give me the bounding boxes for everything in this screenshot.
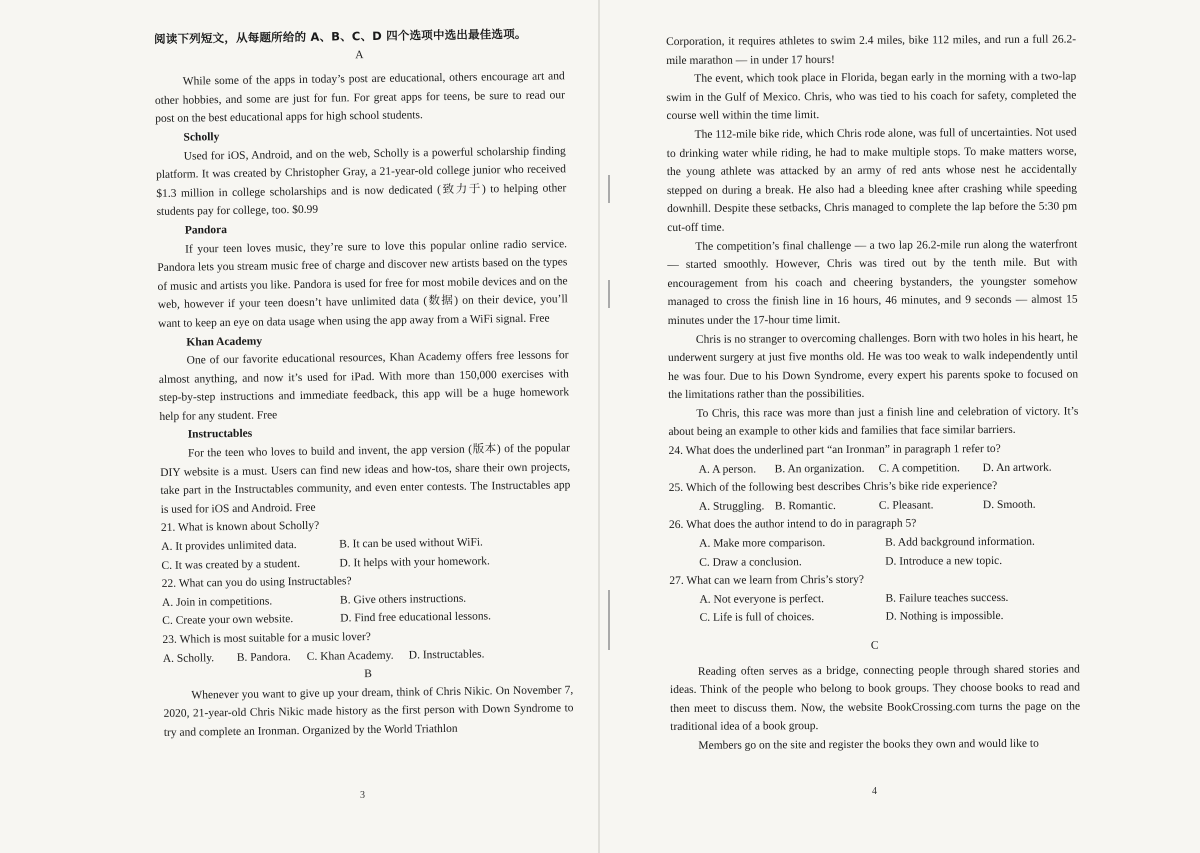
- option: A. Struggling.: [698, 500, 765, 513]
- b-paragraph-3: The 112-mile bike ride, which Chris rode alone, was full of uncertainties. Not used to drinking water while riding, he had to make multiple stops. To make matters worse, the young athlete was attacked by an army of red ants whose nest he accidentally stepped on during a break. He also had a bleeding knee after crashing while speeding downhill. Despite these setbacks, Chris managed to complete the lap before the 5:30 pm cut-off time.: [666, 126, 1078, 234]
- section-a-label: A: [355, 48, 364, 61]
- question-26: 26. What does the author intend to do in paragraph 5?: [668, 517, 917, 532]
- question-21-options: [161, 532, 571, 575]
- intro-paragraph: While some of the apps in today’s post are educational, others encourage art and other hobbies, and some are just for fun. For great apps for teens, be sure to read our post on the best educational apps for high school students.: [154, 70, 566, 126]
- option: D. It helps with your homework.: [339, 554, 490, 570]
- option: D. Introduce a new topic.: [885, 554, 1003, 568]
- option: D. Find free educational lessons.: [340, 610, 492, 625]
- question-26-options: [669, 533, 1079, 573]
- option: A. Make more comparison.: [699, 537, 826, 550]
- question-27: 27. What can we learn from Chris’s story?: [669, 574, 864, 588]
- app-title-khan: Khan Academy: [186, 335, 263, 349]
- b-paragraph-1: Whenever you want to give up your dream, think of Chris Nikic. On November 7, 2020, 21-year-old Chris Nikic made history as the first person with Down Syndrome to try and complete an Ironman. Organized by the World Triathlon: [163, 683, 574, 739]
- page-number-right: 4: [872, 786, 877, 797]
- option: B. Give others instructions.: [339, 592, 467, 607]
- section-b-label: B: [364, 668, 372, 681]
- right-column: [666, 30, 1080, 755]
- option: D. Smooth.: [982, 498, 1036, 511]
- option: B. Pandora.: [236, 650, 291, 664]
- b-paragraph-2: The event, which took place in Florida, began early in the morning with a two-lap swim in the Gulf of Mexico. Chris, who was tied to his coach for safety, completed the course well within the time limit.: [666, 70, 1077, 123]
- option: A. A person.: [698, 463, 757, 476]
- option: A. Join in competitions.: [161, 595, 273, 609]
- app-title-scholly: Scholly: [183, 131, 220, 144]
- question-27-options: [669, 588, 1079, 628]
- right-page: [600, 0, 1200, 853]
- option: C. Pleasant.: [878, 499, 934, 512]
- question-24: 24. What does the underlined part “an Ironman” in paragraph 1 refer to?: [668, 443, 1001, 458]
- app-desc-pandora: If your teen loves music, they’re sure to love this popular online radio service. Pandora lets you stream music free of charge and discover new artists based on the types of music and artists you like. Pandora is used for free for most mobile devices and on the web, however if your teen doesn’t have unlimited data (数据) on their device, you’ll want to keep an eye on data usage when using the app away from a WiFi signal. Free: [157, 237, 568, 330]
- section-c-label: C: [870, 639, 879, 652]
- b-paragraph-6: To Chris, this race was more than just a finish line and celebration of victory. It’s about being an example to other kids and families that face similar barriers.: [668, 405, 1079, 439]
- option: B. Failure teaches success.: [885, 591, 1009, 605]
- question-22-options: [162, 588, 572, 631]
- question-25-options: [669, 495, 1079, 516]
- c-paragraph-1: Reading often serves as a bridge, connecting people through shared stories and ideas. Think of the people who belong to book groups. They choose books to read and then meet to discuss them. Now, the website BookCrossing.com turns the page on the traditional idea of a book group.: [669, 663, 1081, 734]
- option: D. Nothing is impossible.: [885, 610, 1004, 624]
- option: C. Draw a conclusion.: [699, 555, 802, 569]
- question-25: 25. Which of the following best describes Chris’s bike ride experience?: [668, 480, 998, 495]
- app-title-pandora: Pandora: [184, 223, 228, 237]
- app-desc-scholly: Used for iOS, Android, and on the web, Scholly is a powerful scholarship finding platform. It was created by Christopher Gray, a 21-year-old college junior who received $1.3 million in college scholarships and is now dedicated (致力于) to helping other students pay for college, too. $0.99: [155, 144, 567, 219]
- option: C. Life is full of choices.: [699, 611, 815, 625]
- question-22: 22. What can you do using Instructables?: [161, 575, 352, 591]
- option: B. Romantic.: [774, 499, 836, 513]
- option: A. Scholly.: [162, 651, 215, 665]
- instructions: 阅读下列短文，从每题所给的 A、B、C、D 四个选项中选出最佳选项。: [154, 26, 527, 46]
- b-paragraph-5: Chris is no stranger to overcoming challenges. Born with two holes in his heart, he underwent surgery at just five months old. He was too weak to walk independently until he was four. Due to his Down Syndrome, every expert his parents spoke to focused on the limitations rather than the possibilities.: [667, 330, 1079, 402]
- option: D. Instructables.: [408, 648, 485, 662]
- app-title-instructables: Instructables: [187, 428, 253, 442]
- option: C. Create your own website.: [162, 613, 294, 628]
- app-desc-khan: One of our favorite educational resources, Khan Academy offers free lessons for almost anything, and now it’s used for iPad. With more than 150,000 exercises with step-by-step instructions and immediate feedback, this app will be a huge homework help for any student. Free: [158, 349, 570, 423]
- app-desc-instructables: For the teen who loves to build and invent, the app version (版本) of the popular DIY website is a must. Users can find new ideas and how-tos, share their own projects, take part in the Instructables community, and even enter contests. The Instructables app is used for iOS and Android. Free: [160, 442, 571, 516]
- page-number-left: 3: [360, 790, 365, 801]
- option: C. A competition.: [878, 461, 960, 475]
- left-column: [154, 24, 574, 742]
- option: C. It was created by a student.: [161, 557, 301, 572]
- option: B. It can be used without WiFi.: [339, 536, 483, 551]
- c-paragraph-2: Members go on the site and register the books they own and would like to: [698, 737, 1039, 752]
- option: A. It provides unlimited data.: [161, 539, 297, 553]
- question-24-options: [669, 458, 1079, 479]
- option: B. An organization.: [774, 462, 865, 476]
- question-21: 21. What is known about Scholly?: [160, 520, 320, 535]
- b-paragraph-4: The competition’s final challenge — a two lap 26.2-mile run along the waterfront — started smoothly. However, Chris was tired out by the tenth mile. But with encouragement from his coach and cheering bystanders, the youngster somehow managed to cross the finish line in 16 hours, 46 minutes, and 9 seconds — almost 15 minutes under the 17-hour time limit.: [667, 238, 1078, 327]
- question-23: 23. Which is most suitable for a music lover?: [162, 631, 371, 646]
- option: A. Not everyone is perfect.: [699, 592, 825, 606]
- option: C. Khan Academy.: [306, 649, 394, 663]
- option: D. An artwork.: [982, 461, 1052, 474]
- b-continuation: Corporation, it requires athletes to swim 2.4 miles, bike 112 miles, and run a full 26.2-mile marathon — in under 17 hours!: [666, 33, 1077, 67]
- option: B. Add background information.: [885, 535, 1035, 549]
